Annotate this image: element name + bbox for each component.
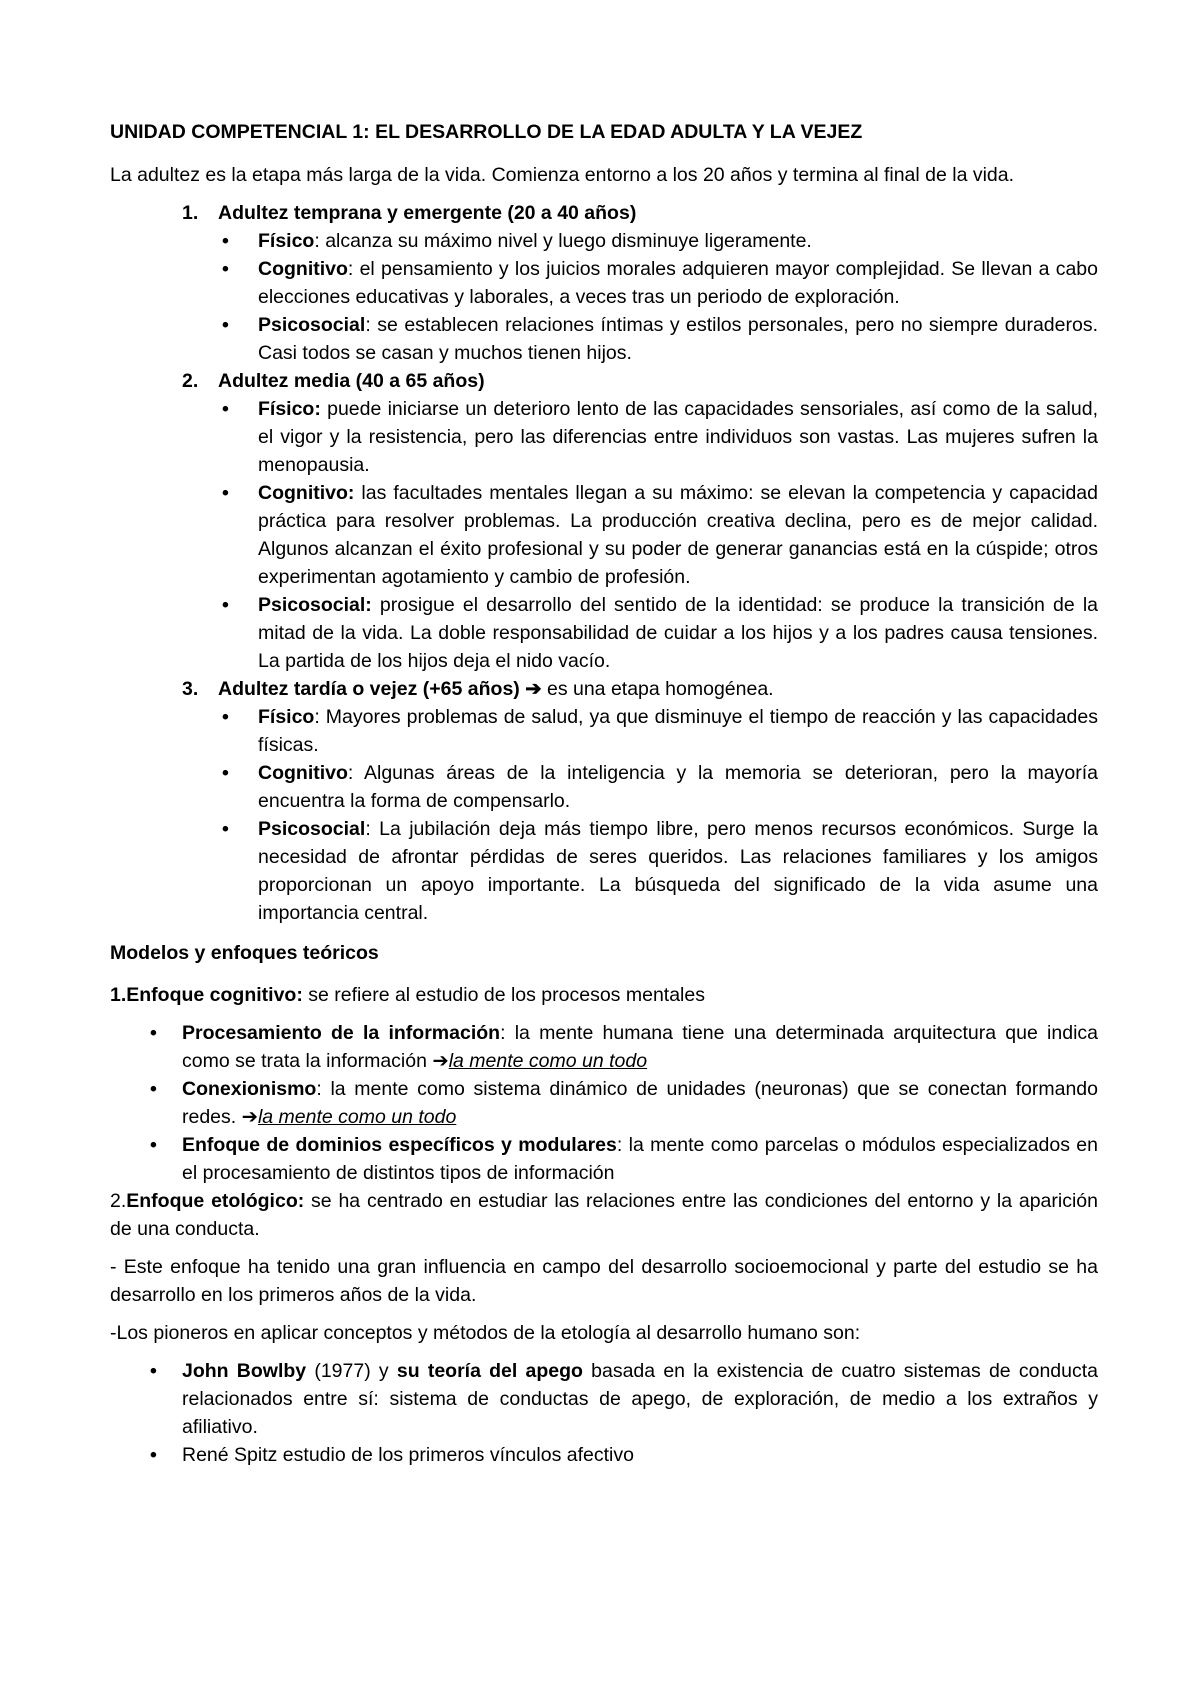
- bullet-icon: •: [150, 1360, 157, 1382]
- stage-number: 1.: [182, 202, 199, 224]
- stage-item: [110, 367, 1098, 675]
- list-item: • Físico: puede iniciarse un deterioro lento de las capacidades sensoriales, así como de la salud, el vigor y la resistencia, pero las diferencias entre individuos son vastas. Las mujeres sufren la menopausia.: [218, 395, 1098, 479]
- underlined-phrase: la mente como un todo: [257, 1106, 457, 1128]
- intro-paragraph: La adultez es la etapa más larga de la vida. Comienza entorno a los 20 años y termina al final de la vida.: [110, 164, 1015, 186]
- bullet-icon: •: [222, 230, 229, 252]
- stage-number: 2.: [182, 370, 199, 392]
- list-item: • Cognitivo: el pensamiento y los juicios morales adquieren mayor complejidad. Se llevan a cabo elecciones educativas y laborales, a veces tras un periodo de exploración.: [218, 255, 1098, 311]
- ethological-approach: 2.Enfoque etológico: se ha centrado en estudiar las relaciones entre las condiciones del entorno y la aparición de una conducta.: [110, 1190, 1098, 1240]
- bullet-icon: •: [222, 706, 229, 728]
- models-heading: Modelos y enfoques teóricos: [110, 942, 379, 964]
- list-item: • Cognitivo: Algunas áreas de la inteligencia y la memoria se deterioran, pero la mayoría encuentra la forma de compensarlo.: [218, 759, 1098, 815]
- list-item: • Conexionismo: la mente como sistema dinámico de unidades (neuronas) que se conectan formando redes. ➔la mente como un todo: [110, 1075, 1098, 1131]
- bullet-icon: •: [222, 482, 229, 504]
- stage-heading: Adultez temprana y emergente (20 a 40 años): [218, 202, 637, 224]
- stage-number: 3.: [182, 678, 199, 700]
- document-page: [110, 118, 1098, 1469]
- stages-list: [110, 199, 1098, 927]
- list-item: • Enfoque de dominios específicos y modulares: la mente como parcelas o módulos especializados en el procesamiento de distintos tipos de información: [110, 1131, 1098, 1187]
- list-item: • Físico: Mayores problemas de salud, ya que disminuye el tiempo de reacción y las capacidades físicas.: [218, 703, 1098, 759]
- ethological-paragraph-1: - Este enfoque ha tenido una gran influencia en campo del desarrollo socioemocional y parte del estudio se ha desarrollo en los primeros años de la vida.: [110, 1256, 1098, 1306]
- list-item: • Psicosocial: prosigue el desarrollo del sentido de la identidad: se produce la transición de la mitad de la vida. La doble responsabilidad de cuidar a los hijos y a los padres causa tensiones. La partida de los hijos deja el nido vacío.: [218, 591, 1098, 675]
- stage-item: [110, 675, 1098, 927]
- stage-heading: Adultez media (40 a 65 años): [218, 370, 485, 392]
- bullet-icon: •: [222, 818, 229, 840]
- stage-heading: Adultez tardía o vejez (+65 años) ➔: [218, 678, 542, 700]
- bullet-icon: •: [222, 594, 229, 616]
- stage-bullets: [218, 227, 1098, 367]
- list-item: • René Spitz estudio de los primeros vínculos afectivo: [110, 1441, 1098, 1469]
- ethological-paragraph-2: -Los pioneros en aplicar conceptos y métodos de la etología al desarrollo humano son:: [110, 1322, 861, 1344]
- cognitive-approach: 1.Enfoque cognitivo: se refiere al estudio de los procesos mentales: [110, 984, 705, 1006]
- list-item: • Físico: alcanza su máximo nivel y luego disminuye ligeramente.: [218, 227, 1098, 255]
- list-item: • Cognitivo: las facultades mentales llegan a su máximo: se elevan la competencia y capacidad práctica para resolver problemas. La producción creativa declina, pero es de mejor calidad. Algunos alcanzan el éxito profesional y su poder de generar ganancias está en la cúspide; otros experimentan agotamiento y cambio de profesión.: [218, 479, 1098, 591]
- cognitive-bullets: [110, 1019, 1098, 1187]
- list-item: • John Bowlby (1977) y su teoría del apego basada en la existencia de cuatro sistemas de conducta relacionados entre sí: sistema de conductas de apego, de exploración, de medio a los extraños y afiliativo.: [110, 1357, 1098, 1441]
- underlined-phrase: la mente como un todo: [448, 1050, 648, 1072]
- stage-heading-suffix: es una etapa homogénea.: [541, 678, 774, 700]
- bullet-icon: •: [222, 314, 229, 336]
- list-item: • Procesamiento de la información: la mente humana tiene una determinada arquitectura que indica como se trata la información ➔la mente como un todo: [110, 1019, 1098, 1075]
- bullet-icon: •: [150, 1078, 157, 1100]
- stage-bullets: [218, 395, 1098, 675]
- bullet-icon: •: [222, 762, 229, 784]
- stage-item: [110, 199, 1098, 367]
- bullet-icon: •: [150, 1022, 157, 1044]
- bullet-icon: •: [150, 1134, 157, 1156]
- list-item: • Psicosocial: se establecen relaciones íntimas y estilos personales, pero no siempre duraderos. Casi todos se casan y muchos tienen hijos.: [218, 311, 1098, 367]
- bullet-icon: •: [150, 1444, 157, 1466]
- list-item: • Psicosocial: La jubilación deja más tiempo libre, pero menos recursos económicos. Surge la necesidad de afrontar pérdidas de seres queridos. Las relaciones familiares y los amigos proporcionan un apoyo importante. La búsqueda del significado de la vida asume una importancia central.: [218, 815, 1098, 927]
- document-title: UNIDAD COMPETENCIAL 1: EL DESARROLLO DE LA EDAD ADULTA Y LA VEJEZ: [110, 121, 863, 143]
- ethological-bullets: [110, 1357, 1098, 1469]
- stage-bullets: [218, 703, 1098, 927]
- bullet-icon: •: [222, 398, 229, 420]
- bullet-icon: •: [222, 258, 229, 280]
